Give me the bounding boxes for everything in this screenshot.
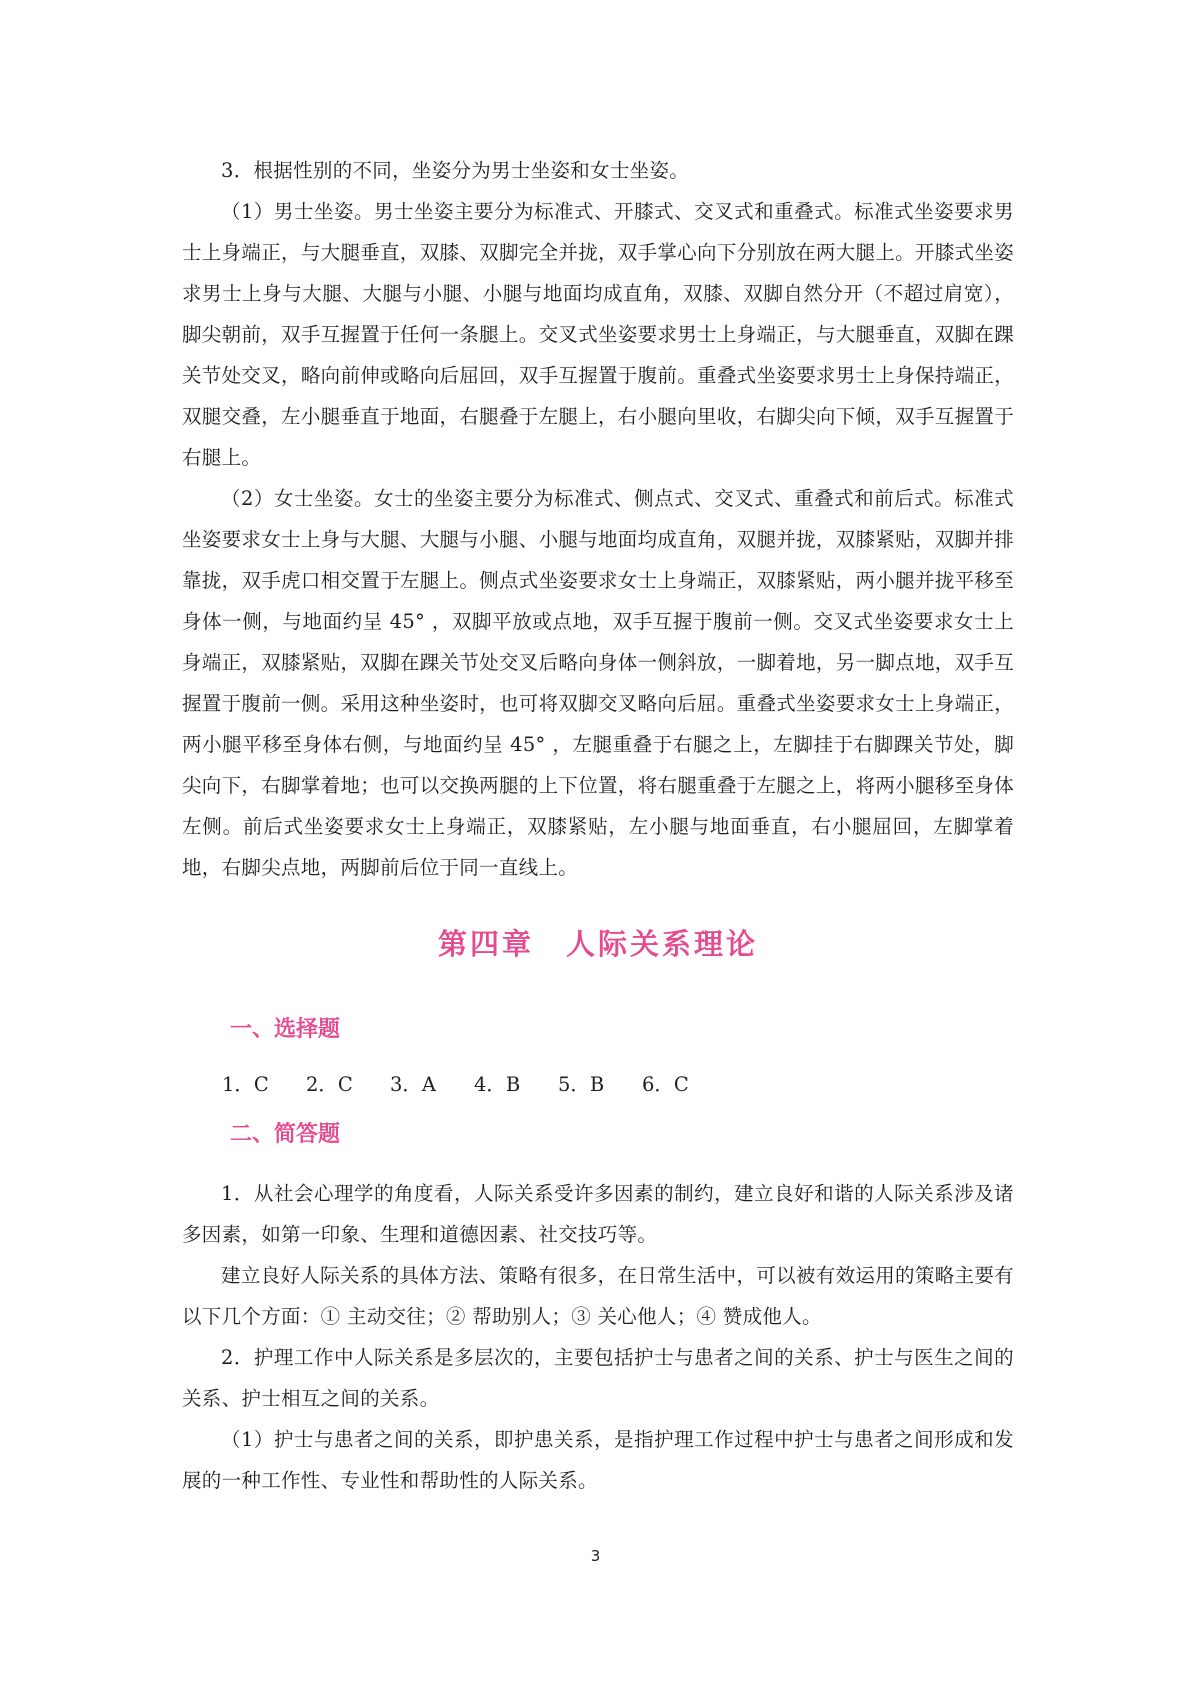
section-title-short-answer: 二、简答题: [230, 1122, 341, 1147]
paragraph-answer-1: 1．从社会心理学的角度看，人际关系受许多因素的制约，建立良好和谐的人际关系涉及诸多因素，如第一印象、生理和道德因素、社交技巧等。: [182, 1182, 1014, 1246]
answer-item: 3．A: [390, 1073, 436, 1096]
paragraph-sitting-by-gender: 3．根据性别的不同，坐姿分为男士坐姿和女士坐姿。: [221, 159, 690, 182]
page-number: 3: [590, 1547, 601, 1565]
paragraph-nurse-patient: （1）护士与患者之间的关系，即护患关系，是指护理工作过程中护士与患者之间形成和发展的一种工作性、专业性和帮助性的人际关系。: [182, 1428, 1014, 1492]
answer-item: 1．C: [222, 1073, 269, 1096]
answer-item: 4．B: [474, 1073, 521, 1096]
page-content: [182, 150, 1014, 1501]
paragraph-male-sitting: （1）男士坐姿。男士坐姿主要分为标准式、开膝式、交叉式和重叠式。标准式坐姿要求男士上身端正，与大腿垂直，双膝、双脚完全并拢，双手掌心向下分别放在两大腿上。开膝式坐姿求男士上身与大腿、大腿与小腿、小腿与地面均成直角，双膝、双脚自然分开（不超过肩宽），脚尖朝前，双手互握置于任何一条腿上。交叉式坐姿要求男士上身端正，与大腿垂直，双脚在踝关节处交叉，略向前伸或略向后屈回，双手互握置于腹前。重叠式坐姿要求男士上身保持端正，双腿交叠，左小腿垂直于地面，右腿叠于左腿上，右小腿向里收，右脚尖向下倾，双手互握置于右腿上。: [182, 200, 1014, 469]
answer-list: [182, 1064, 1014, 1105]
paragraph-strategies: 建立良好人际关系的具体方法、策略有很多，在日常生活中，可以被有效运用的策略主要有以下几个方面：① 主动交往；② 帮助别人；③ 关心他人；④ 赞成他人。: [182, 1264, 1014, 1328]
answer-item: 2．C: [306, 1073, 353, 1096]
paragraph-answer-2: 2．护理工作中人际关系是多层次的，主要包括护士与患者之间的关系、护士与医生之间的关系、护士相互之间的关系。: [182, 1346, 1014, 1410]
paragraph-female-sitting: （2）女士坐姿。女士的坐姿主要分为标准式、侧点式、交叉式、重叠式和前后式。标准式坐姿要求女士上身与大腿、大腿与小腿、小腿与地面均成直角，双腿并拢，双膝紧贴，双脚并排靠拢，双手虎口相交置于左腿上。侧点式坐姿要求女士上身端正，双膝紧贴，两小腿并拢平移至身体一侧，与地面约呈 45° ，双脚平放或点地，双手互握于腹前一侧。交叉式坐姿要求女士上身端正，双膝紧贴，双脚在踝关节处交叉后略向身体一侧斜放，一脚着地，另一脚点地，双手互握置于腹前一侧。采用这种坐姿时，也可将双脚交叉略向后屈。重叠式坐姿要求女士上身端正，两小腿平移至身体右侧，与地面约呈 45° ，左腿重叠于右腿之上，左脚挂于右脚踝关节处，脚尖向下，右脚掌着地；也可以交换两腿的上下位置，将右腿重叠于左腿之上，将两小腿移至身体左侧。前后式坐姿要求女士上身端正，双膝紧贴，左小腿与地面垂直，右小腿屈回，左脚掌着地，右脚尖点地，两脚前后位于同一直线上。: [182, 487, 1014, 879]
chapter-title: 第四章 人际关系理论: [437, 927, 758, 961]
answer-item: 5．B: [558, 1073, 605, 1096]
section-title-choice: 一、选择题: [230, 1017, 341, 1042]
answer-item: 6．C: [642, 1073, 689, 1096]
